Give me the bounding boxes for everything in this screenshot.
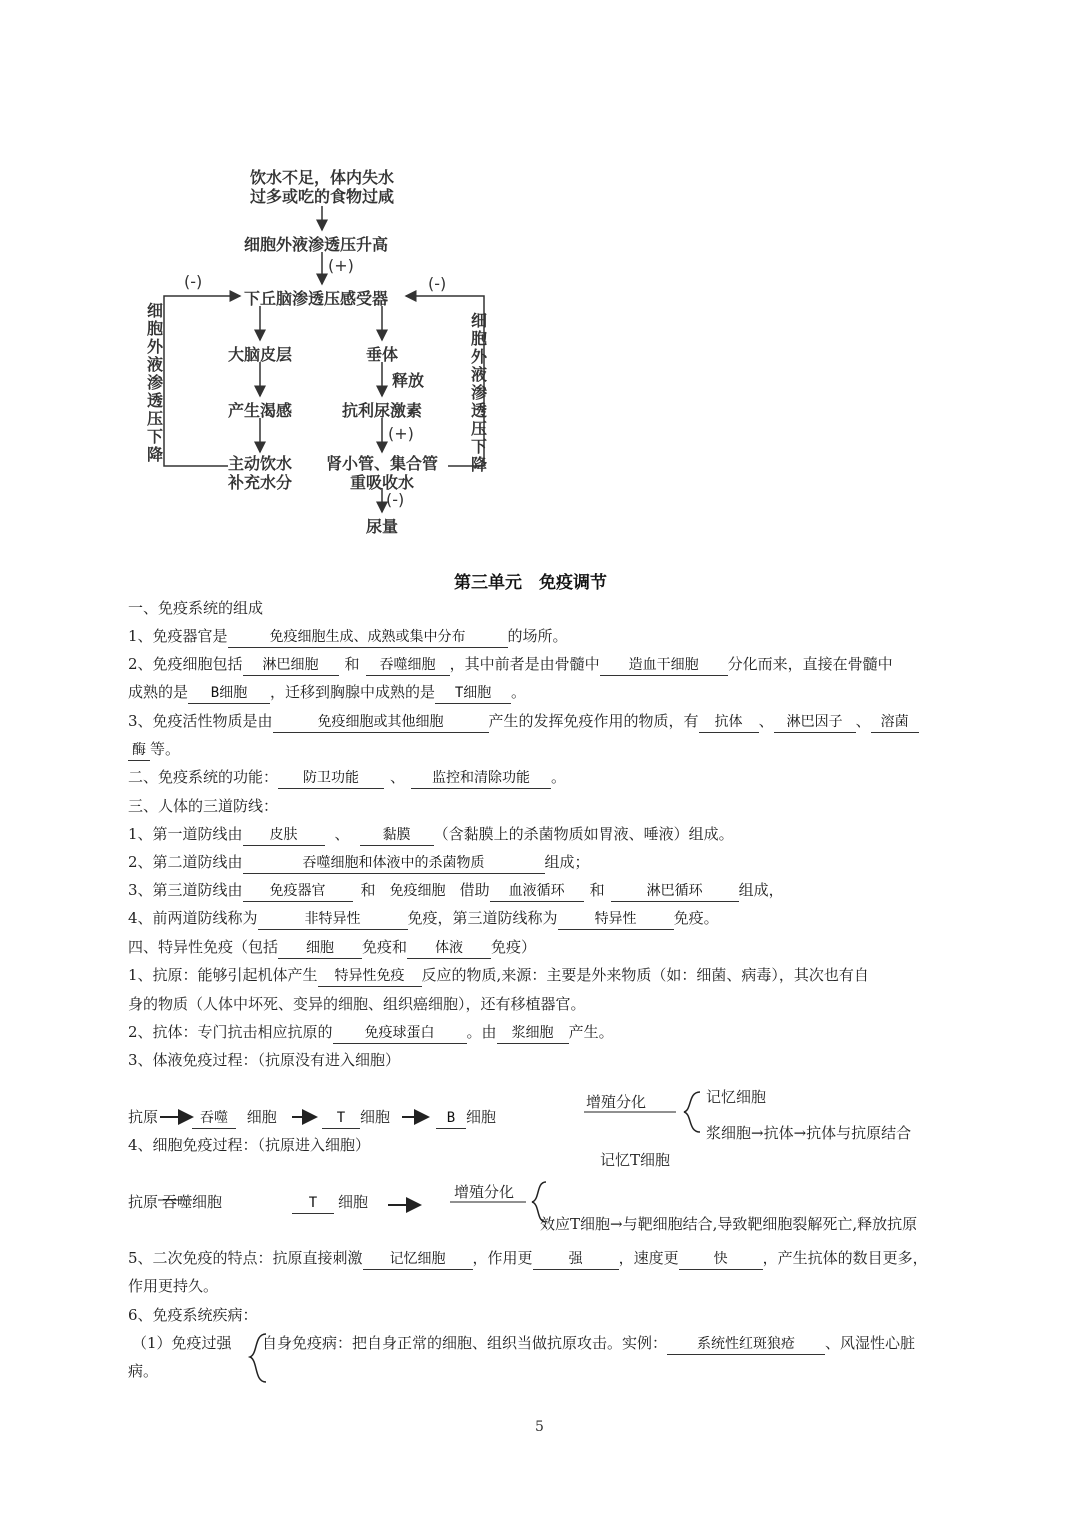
s4-l9-text-b: 自身免疫病：把自身正常的细胞、组织当做抗原攻击。实例： xyxy=(262,1334,668,1352)
flow-node-dehydration-line2: 过多或吃的食物过咸 xyxy=(250,187,395,206)
s1-l1-text-c: 的场所。 xyxy=(507,627,568,645)
humoral-row-b xyxy=(436,1107,496,1129)
memory-t-cell: 记忆T细胞 xyxy=(600,1151,671,1169)
flowchart-arrows xyxy=(0,0,1080,560)
s4-line2: 身的物质（人体中坏死、变异的细胞、组织癌细胞），还有移植器官。 xyxy=(128,995,586,1013)
s3-line3 xyxy=(128,880,784,902)
humoral-row xyxy=(192,1107,277,1129)
blank-lysozyme-1: 溶菌 xyxy=(871,712,919,733)
flow-node-osmotic-rise: 细胞外液渗透压升高 xyxy=(244,235,389,254)
s1-l2-text-e: 分化而来，直接在骨髓中 xyxy=(727,655,893,673)
flow-node-dehydration xyxy=(250,168,394,206)
blank-defense: 防卫功能 xyxy=(278,768,384,789)
s1-l5-text-a: 等。 xyxy=(150,740,181,758)
s3-l3-text-f: 组成， xyxy=(738,881,784,899)
cellular-row-t xyxy=(292,1192,368,1214)
s4-line9-label: （1）免疫过强 xyxy=(132,1334,232,1352)
s3-l3-text-d: 借助 xyxy=(459,881,490,899)
flow-node-drink xyxy=(228,454,292,492)
humoral-cell-3: 细胞 xyxy=(466,1108,497,1126)
humoral-memory-cell: 记忆细胞 xyxy=(706,1088,767,1106)
s1-l4-text-c: 产生的发挥免疫作用的物质，有 xyxy=(488,712,699,730)
s3-line4 xyxy=(128,908,719,930)
s4-l1-text-c: 反应的物质,来源：主要是外来物质（如：细菌、病毒），其次也有自 xyxy=(421,966,869,984)
cellular-effector-chain: 效应T细胞→与靶细胞结合,导致靶细胞裂解死亡,释放抗原 xyxy=(540,1215,918,1233)
s4-heading-text-c: 免疫和 xyxy=(362,938,408,956)
s4-l6-text-e: ，产生抗体的数目更多， xyxy=(762,1249,928,1267)
flow-node-adh: 抗利尿激素 xyxy=(342,401,423,420)
cellular-antigen: 抗原 xyxy=(128,1193,159,1211)
s1-l4-text-d: 、 xyxy=(758,712,774,730)
flow-node-thirst: 产生渴感 xyxy=(228,401,293,420)
s1-l2-text-a: 2、免疫细胞包括 xyxy=(128,655,243,673)
blank-t-cell: T细胞 xyxy=(435,683,511,704)
flow-minus-left: (-) xyxy=(184,272,203,291)
flow-node-cortex: 大脑皮层 xyxy=(228,345,293,364)
blank-memory-cell: 记忆细胞 xyxy=(363,1249,473,1270)
s4-l3-text-a: 2、抗体：专门抗击相应抗原的 xyxy=(128,1023,333,1041)
flow-node-drink-line2: 补充水分 xyxy=(228,473,293,492)
flow-minus-right: (-) xyxy=(428,274,447,293)
s4-l9-text-c: 、风湿性心脏 xyxy=(825,1334,916,1352)
s4-heading-text-a: 四、特异性免疫（包括 xyxy=(128,938,279,956)
s3-l3-text-a: 3、第三道防线由 xyxy=(128,881,243,899)
flow-minus-2: (-) xyxy=(386,490,405,509)
s2-line xyxy=(128,767,566,789)
humoral-antigen: 抗原 xyxy=(128,1108,159,1126)
blank-phagocyte: 吞噬细胞 xyxy=(366,655,450,676)
s3-line2 xyxy=(128,852,590,874)
s1-l2-text-c: 和 xyxy=(344,655,360,673)
s1-l4-text-e: 、 xyxy=(855,712,871,730)
blank-faster: 快 xyxy=(679,1249,763,1270)
flow-node-hypothalamus: 下丘脑渗透压感受器 xyxy=(244,289,389,308)
blank-plasma-cell: 浆细胞 xyxy=(497,1023,569,1044)
s1-l2-text-d: ，其中前者是由骨髓中 xyxy=(449,655,600,673)
s4-line4: 3、体液免疫过程：（抗原没有进入细胞） xyxy=(128,1051,401,1069)
blank-b-cell: B细胞 xyxy=(188,683,270,704)
flow-node-kidney xyxy=(326,454,438,492)
flow-right-vertical-label: 细胞外液渗透压下降 xyxy=(470,311,487,474)
s1-heading: 一、免疫系统的组成 xyxy=(128,599,264,617)
flow-node-kidney-line1: 肾小管、集合管 xyxy=(326,454,439,473)
cellular-cell: 细胞 xyxy=(338,1193,369,1211)
s4-line8: 6、免疫系统疾病： xyxy=(128,1306,258,1324)
blank-phago-humoral: 吞噬 xyxy=(192,1108,236,1129)
s3-heading: 三、人体的三道防线： xyxy=(128,797,279,815)
flow-node-pituitary: 垂体 xyxy=(366,345,399,364)
humoral-cell-1: 细胞 xyxy=(246,1108,277,1126)
s4-l6-text-d: ，速度更 xyxy=(618,1249,679,1267)
s4-heading-text-d: 免疫） xyxy=(491,938,537,956)
humoral-cell-2: 细胞 xyxy=(360,1108,391,1126)
s4-line9 xyxy=(262,1333,915,1355)
blank-lymphokine: 淋巴因子 xyxy=(774,712,856,733)
s1-line1 xyxy=(128,626,568,648)
s1-line2 xyxy=(128,654,893,676)
s2-text-d: 。 xyxy=(551,768,567,786)
blank-immune-organ: 免疫细胞生成、成熟或集中分布 xyxy=(228,627,508,648)
humoral-prolif-label: 增殖分化 xyxy=(586,1093,647,1111)
blank-t-humoral: T xyxy=(322,1108,360,1129)
s4-heading xyxy=(128,937,536,959)
s3-l4-text-a: 4、前两道防线称为 xyxy=(128,909,258,927)
flow-node-dehydration-line1: 饮水不足，体内失水 xyxy=(250,168,395,187)
cellular-prolif-label: 增殖分化 xyxy=(454,1183,515,1201)
s3-l1-text-c: 、 xyxy=(334,825,350,843)
blank-lupus: 系统性红斑狼疮 xyxy=(667,1334,825,1355)
humoral-brace xyxy=(684,1092,700,1132)
blank-phagocyte-bactericidal: 吞噬细胞和体液中的杀菌物质 xyxy=(243,853,545,874)
blank-lymph-circulation: 淋巴循环 xyxy=(611,881,739,902)
flow-plus-2: (+) xyxy=(388,424,414,443)
cellular-phagocyte: 吞噬细胞 xyxy=(162,1193,223,1211)
blank-antibody: 抗体 xyxy=(699,712,759,733)
flow-node-drink-line1: 主动饮水 xyxy=(228,454,293,473)
s2-text-a: 二、免疫系统的功能： xyxy=(128,768,279,786)
s4-l1-text-a: 1、抗原：能够引起机体产生 xyxy=(128,966,318,984)
flow-plus-1: (+) xyxy=(328,256,354,275)
blank-t-cellular: T xyxy=(292,1193,334,1214)
blank-humoral: 体液 xyxy=(407,938,491,959)
blank-immunoglobulin: 免疫球蛋白 xyxy=(333,1023,467,1044)
s4-line5: 4、细胞免疫过程：（抗原进入细胞） xyxy=(128,1136,371,1154)
s4-l6-text-a: 5、二次免疫的特点：抗原直接刺激 xyxy=(128,1249,363,1267)
s3-l1-text-d: （含黏膜上的杀菌物质如胃液、唾液）组成。 xyxy=(433,825,734,843)
flow-left-vertical-label: 细胞外液渗透压下降 xyxy=(146,301,163,464)
flow-label-release: 释放 xyxy=(392,371,425,390)
blank-stem-cell: 造血干细胞 xyxy=(600,655,728,676)
s2-text-c: 、 xyxy=(390,768,406,786)
blank-lysozyme-2: 酶 xyxy=(128,740,150,761)
s4-l3-text-c: 。由 xyxy=(466,1023,497,1041)
s4-line3 xyxy=(128,1022,614,1044)
blank-stronger: 强 xyxy=(533,1249,619,1270)
page-number: 5 xyxy=(535,1419,544,1435)
blank-b-humoral: B xyxy=(436,1108,466,1129)
s1-l3-text-a: 成熟的是 xyxy=(128,683,189,701)
blank-immune-cells: 免疫细胞 xyxy=(389,883,446,899)
blank-mucosa: 黏膜 xyxy=(360,825,434,846)
humoral-row-t xyxy=(322,1107,390,1129)
s1-l1-text-a: 1、免疫器官是 xyxy=(128,627,228,645)
blank-skin: 皮肤 xyxy=(243,825,325,846)
s3-l2-text-c: 组成； xyxy=(544,853,590,871)
s1-line5 xyxy=(128,739,180,761)
s3-l3-text-e: 和 xyxy=(589,881,605,899)
s3-l4-text-d: 免疫。 xyxy=(673,909,719,927)
s3-line1 xyxy=(128,824,734,846)
arrow-left-feedback xyxy=(164,296,240,466)
s4-line7: 作用更持久。 xyxy=(128,1277,219,1295)
s1-l3-text-d: 。 xyxy=(511,683,527,701)
s4-line1 xyxy=(128,965,869,987)
flow-node-kidney-line2: 重吸收水 xyxy=(350,473,415,492)
blank-specific: 特异性 xyxy=(558,909,674,930)
blank-blood-circulation: 血液循环 xyxy=(490,881,584,902)
blank-lymphocyte: 淋巴细胞 xyxy=(243,655,339,676)
s4-line10: 病。 xyxy=(128,1362,159,1380)
s1-l3-text-c: ，迁移到胸腺中成熟的是 xyxy=(270,683,436,701)
blank-cellular: 细胞 xyxy=(278,938,362,959)
s3-l4-text-c: 免疫，第三道防线称为 xyxy=(407,909,558,927)
blank-specific-immunity: 特异性免疫 xyxy=(318,966,422,987)
blank-nonspecific: 非特异性 xyxy=(258,909,408,930)
unit-title: 第三单元 免疫调节 xyxy=(454,573,607,593)
humoral-plasma-chain: 浆细胞→抗体→抗体与抗原结合 xyxy=(706,1124,912,1142)
blank-monitor-clear: 监控和清除功能 xyxy=(411,768,551,789)
s3-l3-text-c: 和 xyxy=(360,881,376,899)
s4-line6 xyxy=(128,1248,928,1270)
s1-line4 xyxy=(128,711,919,733)
s1-line3 xyxy=(128,682,526,704)
s4-l6-text-c: ，作用更 xyxy=(472,1249,533,1267)
blank-immune-cells-or-other: 免疫细胞或其他细胞 xyxy=(273,712,489,733)
s3-l2-text-a: 2、第二道防线由 xyxy=(128,853,243,871)
s3-l1-text-a: 1、第一道防线由 xyxy=(128,825,243,843)
s1-l4-text-a: 3、免疫活性物质是由 xyxy=(128,712,273,730)
flow-node-urine: 尿量 xyxy=(366,517,399,536)
blank-immune-organs: 免疫器官 xyxy=(243,881,353,902)
s4-l3-text-d: 产生。 xyxy=(568,1023,614,1041)
